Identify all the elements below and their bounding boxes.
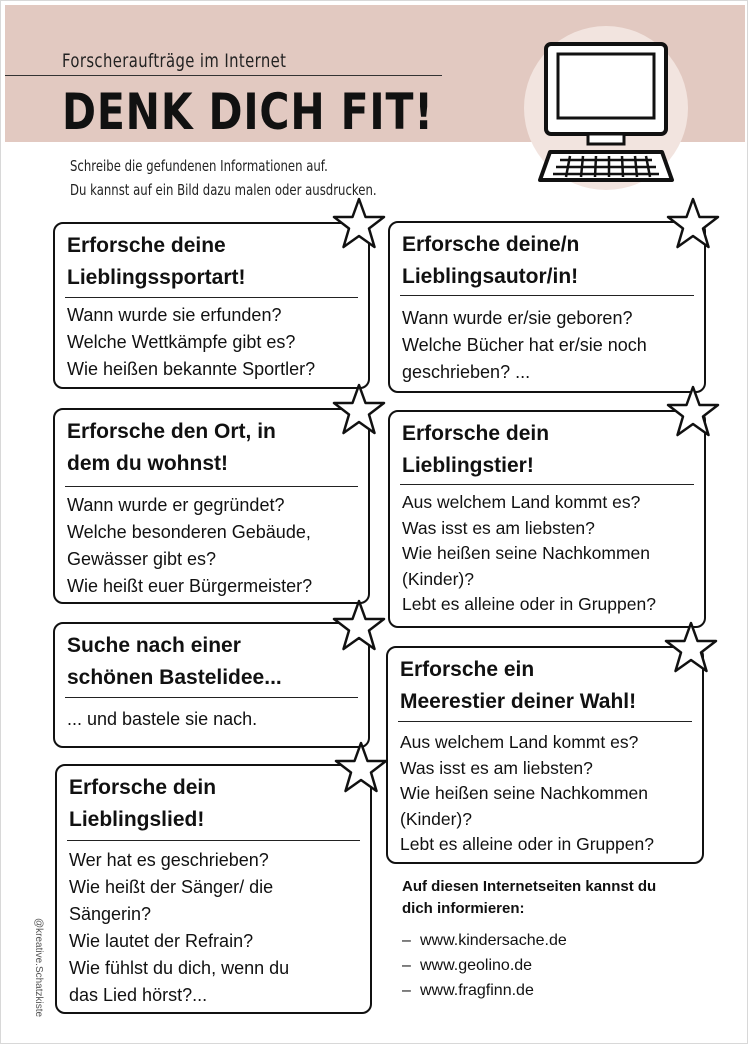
card-divider <box>65 297 358 298</box>
card-questions: Wann wurde sie erfunden? Welche Wettkämpfe gibt es? Wie heißen bekannte Sportler? <box>67 305 316 379</box>
card-title: Erforsche dein Lieblingstier! <box>402 422 550 477</box>
computer-icon <box>538 40 676 188</box>
list-item <box>402 978 567 1003</box>
card-questions: ... und bastele sie nach. <box>67 709 258 729</box>
websites-list <box>402 928 567 1003</box>
star-icon <box>330 196 388 254</box>
card-divider <box>400 484 694 485</box>
star-icon <box>330 382 388 440</box>
card-title: Erforsche dein Lieblingslied! <box>69 776 217 831</box>
star-icon <box>330 598 388 656</box>
list-item <box>402 928 567 953</box>
websites-heading: Auf diesen Internetseiten kannst du dich informieren: <box>402 878 657 917</box>
card-wohnort <box>53 408 370 604</box>
card-meerestier <box>386 646 704 864</box>
card-lieblingssportart <box>53 222 370 389</box>
card-divider <box>400 295 694 296</box>
worksheet-title: DENK DICH FIT! <box>62 83 434 141</box>
card-lieblingstier <box>388 410 706 628</box>
website-link-geolino[interactable]: www.geolino.de <box>420 956 533 974</box>
card-title: Suche nach einer schönen Bastelidee... <box>67 634 282 689</box>
star-icon <box>662 620 720 678</box>
card-questions: Aus welchem Land kommt es? Was isst es am liebsten? Wie heißen seine Nachkommen (Kinder)? Lebt es alleine oder in Gruppen? <box>402 492 656 614</box>
card-divider <box>67 840 360 841</box>
card-title: Erforsche deine/n Lieblingsautor/in! <box>402 233 580 288</box>
subtitle-underline <box>5 75 442 76</box>
list-item <box>402 953 567 978</box>
website-link-fragfinn[interactable]: www.fragfinn.de <box>420 981 534 999</box>
intro-line-2: Du kannst auf ein Bild dazu malen oder ausdrucken. <box>70 181 377 199</box>
card-lieblingslied <box>55 764 372 1014</box>
intro-text <box>70 154 377 202</box>
card-questions: Wer hat es geschrieben? Wie heißt der Sänger/ die Sängerin? Wie lautet der Refrain? Wie fühlst du dich, wenn du das Lied hörst?... <box>69 850 290 1005</box>
card-title: Erforsche ein Meerestier deiner Wahl! <box>400 658 637 713</box>
card-questions: Wann wurde er gegründet? Welche besonderen Gebäude, Gewässer gibt es? Wie heißt euer Bürgermeister? <box>67 495 313 596</box>
intro-line-1: Schreibe die gefundenen Informationen auf. <box>70 157 328 175</box>
author-watermark: @kreative.Schatzkiste <box>33 918 44 1018</box>
card-divider <box>65 697 358 698</box>
card-questions: Aus welchem Land kommt es? Was isst es am liebsten? Wie heißen seine Nachkommen (Kinder)? Lebt es alleine oder in Gruppen? <box>400 732 654 854</box>
card-divider <box>398 721 692 722</box>
star-icon <box>332 740 390 798</box>
list-dash: – <box>402 931 411 949</box>
website-link-kindersache[interactable]: www.kindersache.de <box>420 931 567 949</box>
card-divider <box>65 486 358 487</box>
card-title: Erforsche deine Lieblingssportart! <box>67 234 246 289</box>
card-bastelidee <box>53 622 370 748</box>
star-icon <box>664 196 722 254</box>
list-dash: – <box>402 981 411 999</box>
worksheet-subtitle: Forscheraufträge im Internet <box>62 50 287 72</box>
star-icon <box>664 384 722 442</box>
list-dash: – <box>402 956 411 974</box>
card-questions: Wann wurde er/sie geboren? Welche Bücher hat er/sie noch geschrieben? ... <box>402 308 647 382</box>
card-title: Erforsche den Ort, in dem du wohnst! <box>67 420 276 475</box>
card-lieblingsautor <box>388 221 706 393</box>
